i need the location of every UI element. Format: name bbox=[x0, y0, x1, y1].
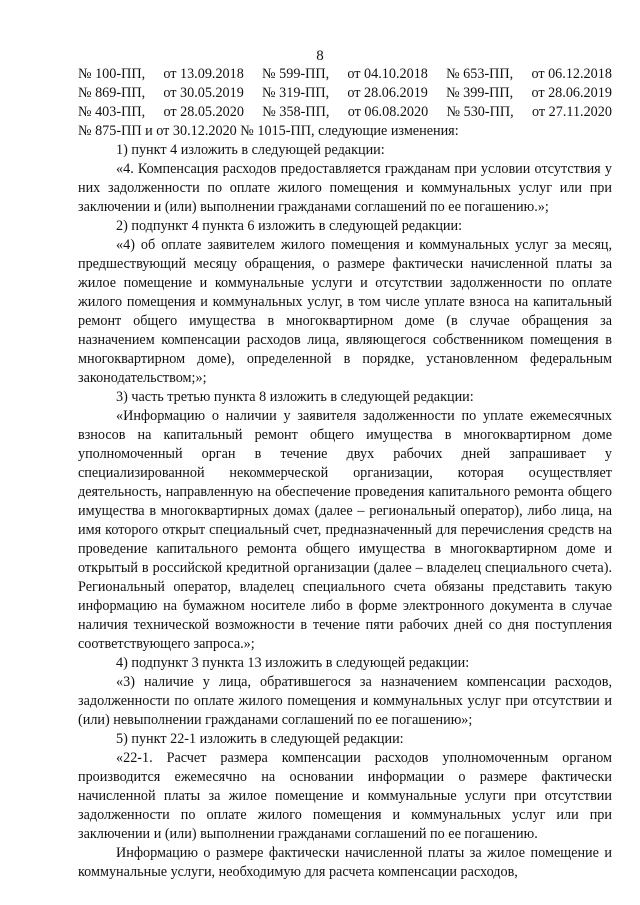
header-row-1 bbox=[78, 65, 612, 84]
header-cell: от 28.05.2020 bbox=[163, 104, 244, 120]
header-cell: № 869-ПП, bbox=[78, 85, 146, 101]
document-body bbox=[78, 65, 612, 882]
header-cell: № 530-ПП, bbox=[446, 104, 514, 120]
header-cell: от 27.11.2020 bbox=[531, 104, 612, 120]
paragraph: 1) пункт 4 изложить в следующей редакции: bbox=[116, 142, 385, 158]
paragraph: «4. Компенсация расходов предоставляется гражданам при условии отсутствия у них задолженности по оплате жилого помещения и коммунальных услуг или при заключении и (или) выполнении гражданами соглашений по ее погашению.»; bbox=[78, 161, 612, 215]
paragraph: «22-1. Расчет размера компенсации расходов уполномоченным органом производится ежемесячно на основании информации о размере фактически начисленной платы за жилое помещение и коммунальные услуги при отсутствии задолженности по оплате жилого помещения и коммунальных услуг или при заключении и (или) выполнении гражданами соглашений по ее погашению. bbox=[78, 750, 612, 842]
header-cell: от 04.10.2018 bbox=[347, 66, 428, 82]
page-number: 8 bbox=[316, 48, 324, 64]
header-row-3 bbox=[78, 103, 612, 122]
paragraph: «4) об оплате заявителем жилого помещения и коммунальных услуг за месяц, предшествующий месяцу обращения, о размере фактически начисленной платы за жилое помещение и коммунальные услуги и отсутствии задолженности по оплате жилого помещения и коммунальных услуг, в том числе уплате взноса на капитальный ремонт общего имущества в многоквартирном доме (в случае обращения за назначением компенсации расходов лица, являющегося собственником помещения в многоквартирном доме), определенной в порядке, установленном федеральным законодательством;»; bbox=[78, 237, 612, 386]
header-row-2 bbox=[78, 84, 612, 103]
header-cell: № 358-ПП, bbox=[262, 104, 330, 120]
header-cell: от 13.09.2018 bbox=[163, 66, 244, 82]
paragraph: «3) наличие у лица, обратившегося за назначением компенсации расходов, задолженности по оплате жилого помещения и коммунальных услуг при отсутствии и (или) невыполнении гражданами соглашений по ее погашению»; bbox=[78, 674, 612, 728]
paragraph: Информацию о размере фактически начисленной платы за жилое помещение и коммунальные услуги, необходимую для расчета компенсации расходов, bbox=[78, 845, 612, 880]
header-cell: № 599-ПП, bbox=[262, 66, 330, 82]
header-cell: от 28.06.2019 bbox=[347, 85, 428, 101]
header-cell: от 06.12.2018 bbox=[531, 66, 612, 82]
header-cell: от 06.08.2020 bbox=[347, 104, 429, 120]
header-cell: № 100-ПП, bbox=[78, 66, 146, 82]
header-cell: № 653-ПП, bbox=[446, 66, 514, 82]
paragraph: «Информацию о наличии у заявителя задолженности по уплате ежемесячных взносов на капитальный ремонт общего имущества в многоквартирном доме уполномоченный орган в течение двух рабочих дней запрашивает у специализированной некоммерческой организации, которая осуществляет деятельность, направленную на обеспечение проведения капитального ремонта общего имущества в многоквартирных домах (далее – региональный оператор), либо лица, на имя которого открыт специальный счет, предназначенный для перечисления средств на проведение капитального ремонта общего имущества в многоквартирном доме и открытый в российской кредитной организации (далее – владелец специального счета). Региональный оператор, владелец специального счета обязаны представить такую информацию на бумажном носителе либо в форме электронного документа в случае наличия технической возможности в течение пяти рабочих дней со дня поступления соответствующего запроса.»; bbox=[78, 408, 612, 652]
header-cell: № 403-ПП, bbox=[78, 104, 146, 120]
header-cell: № 319-ПП, bbox=[262, 85, 330, 101]
header-cell: от 28.06.2019 bbox=[531, 85, 612, 101]
paragraph: 2) подпункт 4 пункта 6 изложить в следующей редакции: bbox=[116, 218, 463, 234]
paragraph: № 875-ПП и от 30.12.2020 № 1015-ПП, следующие изменения: bbox=[78, 123, 459, 139]
header-cell: от 30.05.2019 bbox=[163, 85, 244, 101]
header-cell: № 399-ПП, bbox=[446, 85, 514, 101]
paragraph: 3) часть третью пункта 8 изложить в следующей редакции: bbox=[116, 389, 474, 405]
paragraph: 5) пункт 22-1 изложить в следующей редакции: bbox=[116, 731, 404, 747]
paragraph: 4) подпункт 3 пункта 13 изложить в следующей редакции: bbox=[116, 655, 470, 671]
